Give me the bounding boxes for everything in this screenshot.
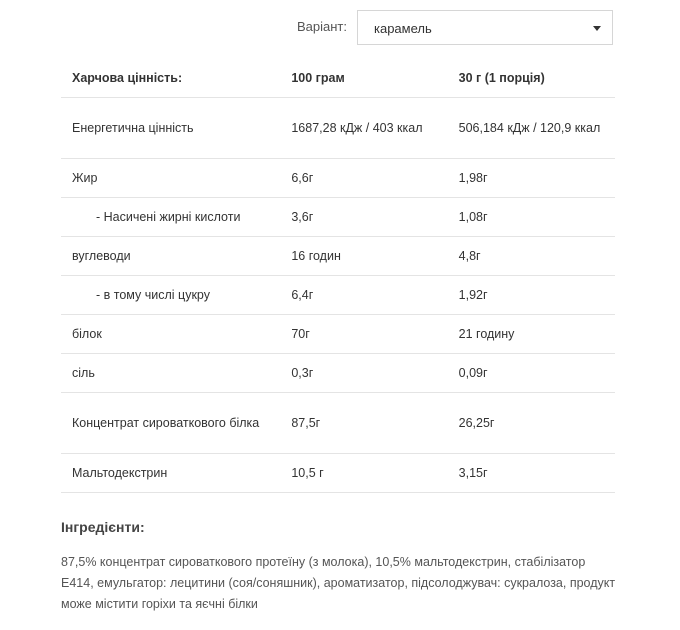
nutrition-table <box>61 59 615 493</box>
value-per-serving: 1,98г <box>448 159 615 198</box>
table-row <box>61 354 615 393</box>
value-per-100g: 10,5 г <box>280 454 447 493</box>
value-per-100g: 3,6г <box>280 198 447 237</box>
variant-select[interactable] <box>357 10 613 45</box>
table-row <box>61 159 615 198</box>
nutrient-name: Концентрат сироваткового білка <box>61 393 280 454</box>
value-per-serving: 506,184 кДж / 120,9 ккал <box>448 98 615 159</box>
value-per-100g: 16 годин <box>280 237 447 276</box>
table-row <box>61 454 615 493</box>
table-row <box>61 237 615 276</box>
ingredients-heading: Інгредієнти: <box>61 519 145 535</box>
ingredients-section <box>61 519 621 615</box>
ingredients-text: 87,5% концентрат сироваткового протеїну (з молока), 10,5% мальтодекстрин, стабілізатор Е414, емульгатор: лецитини (соя/соняшник), ароматизатор, підсолоджувач: сукралоза, продукт може містити горіхи та яєчні білки <box>61 555 616 611</box>
variant-selector-row <box>0 0 680 60</box>
table-row <box>61 276 615 315</box>
nutrient-name: Жир <box>61 159 280 198</box>
value-per-serving: 1,92г <box>448 276 615 315</box>
value-per-100g: 1687,28 кДж / 403 ккал <box>280 98 447 159</box>
nutrient-name: вуглеводи <box>61 237 280 276</box>
value-per-100g: 87,5г <box>280 393 447 454</box>
nutrition-header-row <box>61 59 615 98</box>
nutrient-name: - Насичені жирні кислоти <box>61 198 280 237</box>
header-per-100g: 100 грам <box>280 59 447 98</box>
value-per-serving: 0,09г <box>448 354 615 393</box>
table-row <box>61 315 615 354</box>
value-per-100g: 70г <box>280 315 447 354</box>
header-per-serving: 30 г (1 порція) <box>448 59 615 98</box>
header-nutrient: Харчова цінність: <box>61 59 280 98</box>
value-per-100g: 0,3г <box>280 354 447 393</box>
table-row <box>61 393 615 454</box>
value-per-serving: 26,25г <box>448 393 615 454</box>
value-per-serving: 1,08г <box>448 198 615 237</box>
variant-label: Варіант: <box>297 19 347 34</box>
value-per-serving: 21 годину <box>448 315 615 354</box>
nutrient-name: Енергетична цінність <box>61 98 280 159</box>
variant-select-value: карамель <box>374 21 432 36</box>
value-per-100g: 6,6г <box>280 159 447 198</box>
value-per-serving: 4,8г <box>448 237 615 276</box>
nutrient-name: - в тому числі цукру <box>61 276 280 315</box>
chevron-down-icon <box>593 26 601 31</box>
nutrient-name: білок <box>61 315 280 354</box>
table-row <box>61 98 615 159</box>
nutrient-name: Мальтодекстрин <box>61 454 280 493</box>
nutrient-name: сіль <box>61 354 280 393</box>
value-per-100g: 6,4г <box>280 276 447 315</box>
value-per-serving: 3,15г <box>448 454 615 493</box>
table-row <box>61 198 615 237</box>
